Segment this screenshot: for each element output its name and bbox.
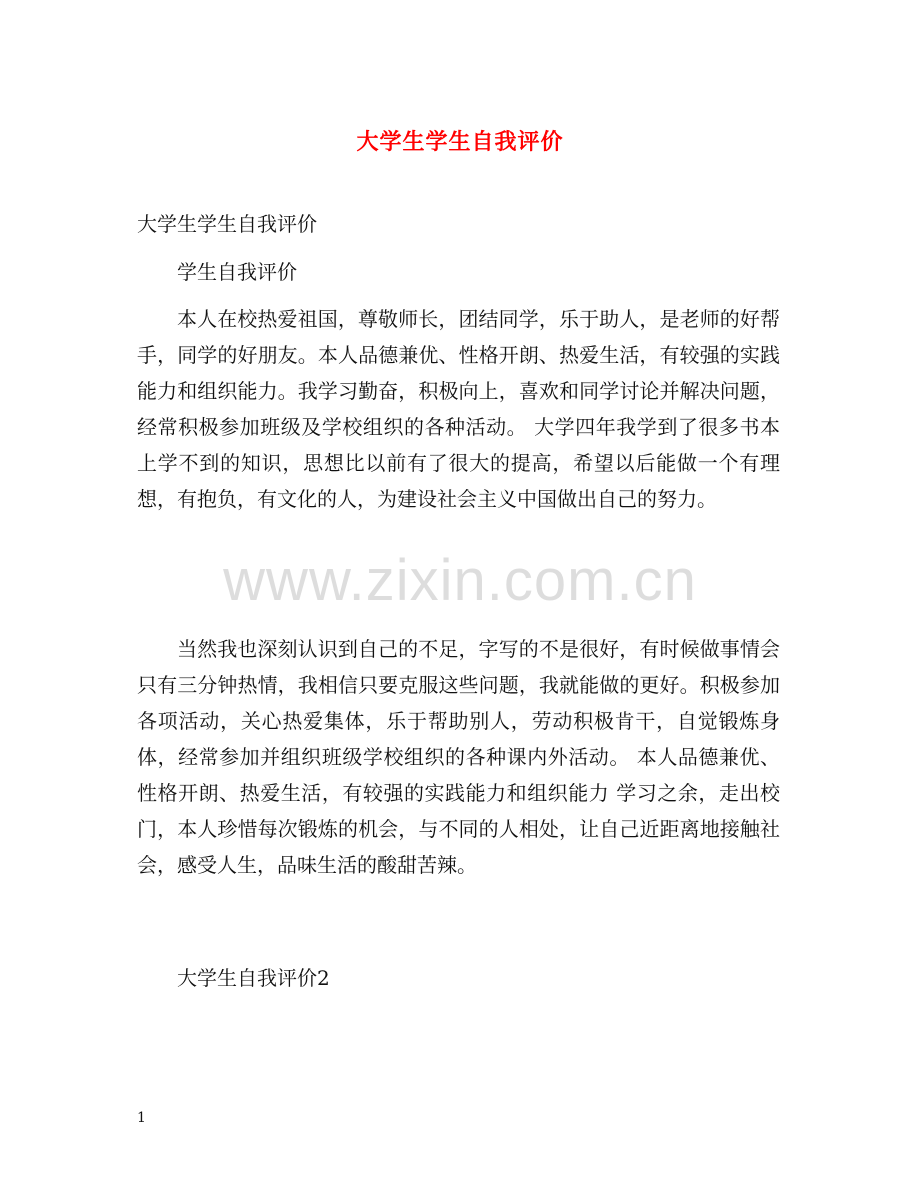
paragraph-2: 当然我也深刻认识到自己的不足，字写的不是很好，有时候做事情会只有三分钟热情，我相信只要克服这些问题，我就能做的更好。积极参加各项活动，关心热爱集体，乐于帮助别人，劳动积极肯干，自觉锻炼身体，经常参加并组织班级学校组织的各种课内外活动。 本人品德兼优、性格开朗、热爱生活，有较强的实践能力和组织能力 学习之余，走出校门，本人珍惜每次锻炼的机会，与不同的人相处，让自己近距离地接触社会，感受人生，品味生活的酸甜苦辣。 <box>137 637 780 877</box>
page-number: 1 <box>137 1110 146 1126</box>
paragraph-1: 本人在校热爱祖国，尊敬师长，团结同学，乐于助人，是老师的好帮手，同学的好朋友。本人品德兼优、性格开朗、热爱生活，有较强的实践能力和组织能力。我学习勤奋，积极向上，喜欢和同学讨论并解决问题，经常积极参加班级及学校组织的各种活动。 大学四年我学到了很多书本上学不到的知识，思想比以前有了很大的提高，希望以后能做一个有理想，有抱负，有文化的人，为建设社会主义中国做出自己的努力。 <box>137 307 780 511</box>
section-heading: 学生自我评价 <box>177 260 297 284</box>
watermark: www.zixin.com.cn <box>223 548 697 613</box>
next-section-heading: 大学生自我评价2 <box>177 966 330 990</box>
page-title: 大学生学生自我评价 <box>356 129 564 155</box>
document-subtitle: 大学生学生自我评价 <box>137 212 317 236</box>
